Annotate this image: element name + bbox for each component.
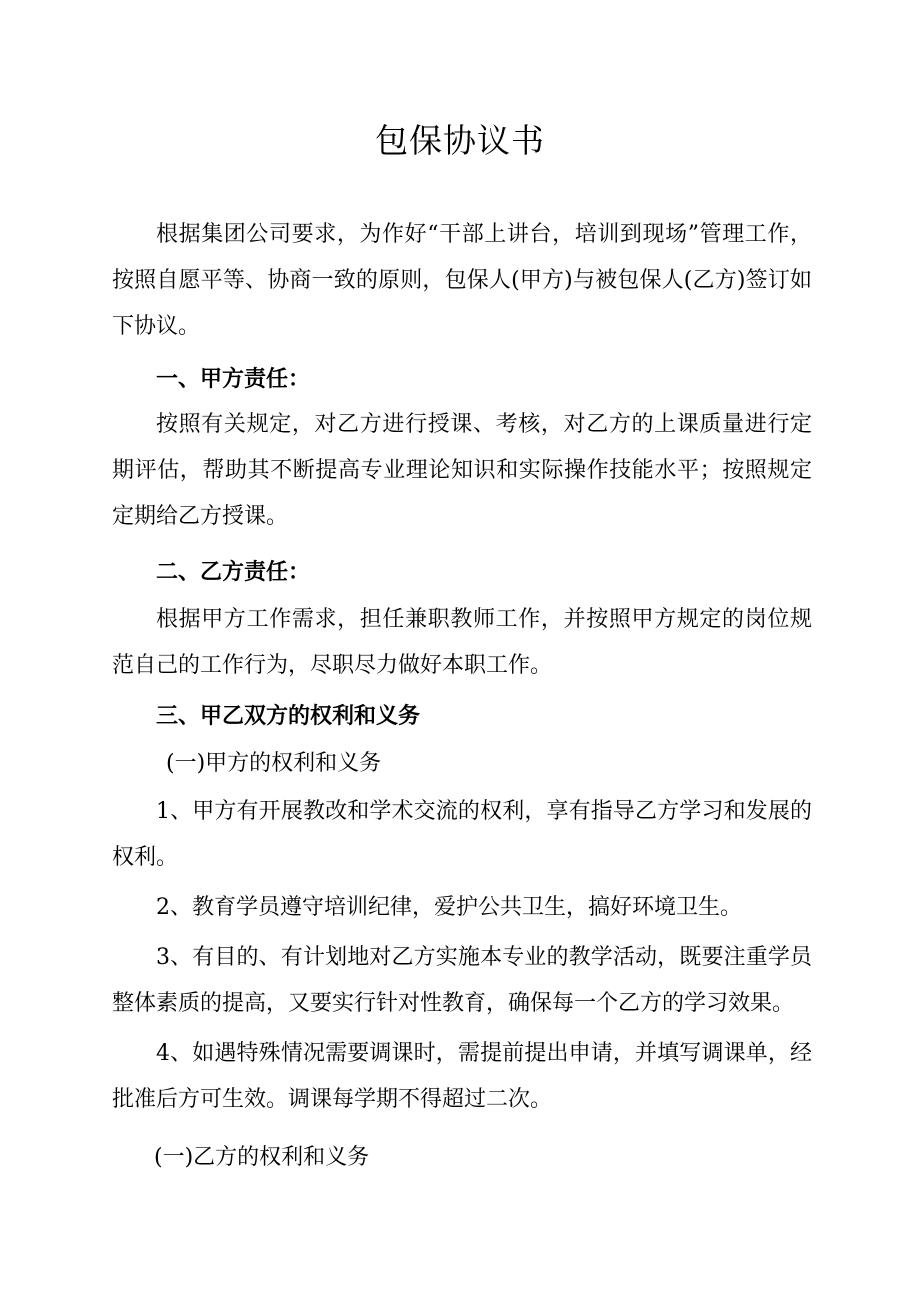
intro-paragraph: 根据集团公司要求，为作好“干部上讲台，培训到现场”管理工作，按照自愿平等、协商一致的原则，包保人(甲方)与被包保人(乙方)签订如下协议。 [112,222,812,339]
list-item: 3、有目的、有计划地对乙方实施本专业的教学活动，既要注重学员整体素质的提高，又要实行针对性教育，确保每一个乙方的学习效果。 [112,945,812,1016]
list-item: 2、教育学员遵守培训纪律，爱护公共卫生，搞好环境卫生。 [156,895,742,920]
party-b-rights-subheading: (一)乙方的权利和义务 [154,1145,370,1170]
section-1-heading: 一、甲方责任： [156,366,311,392]
document-title: 包保协议书 [375,121,545,160]
section-2-heading: 二、乙方责任： [156,559,311,585]
list-item: 1、甲方有开展教改和学术交流的权利，享有指导乙方学习和发展的权利。 [112,799,812,870]
section-3-heading: 三、甲乙双方的权利和义务 [156,703,421,729]
party-a-rights-subheading: (一)甲方的权利和义务 [166,751,382,776]
section-1-body: 按照有关规定，对乙方进行授课、考核，对乙方的上课质量进行定期评估，帮助其不断提高专业理论知识和实际操作技能水平；按照规定定期给乙方授课。 [112,412,812,529]
list-item: 4、如遇特殊情况需要调课时，需提前提出申请，并填写调课单，经批准后方可生效。调课每学期不得超过二次。 [112,1041,812,1112]
section-2-body: 根据甲方工作需求，担任兼职教师工作，并按照甲方规定的岗位规范自己的工作行为，尽职尽力做好本职工作。 [112,607,812,678]
